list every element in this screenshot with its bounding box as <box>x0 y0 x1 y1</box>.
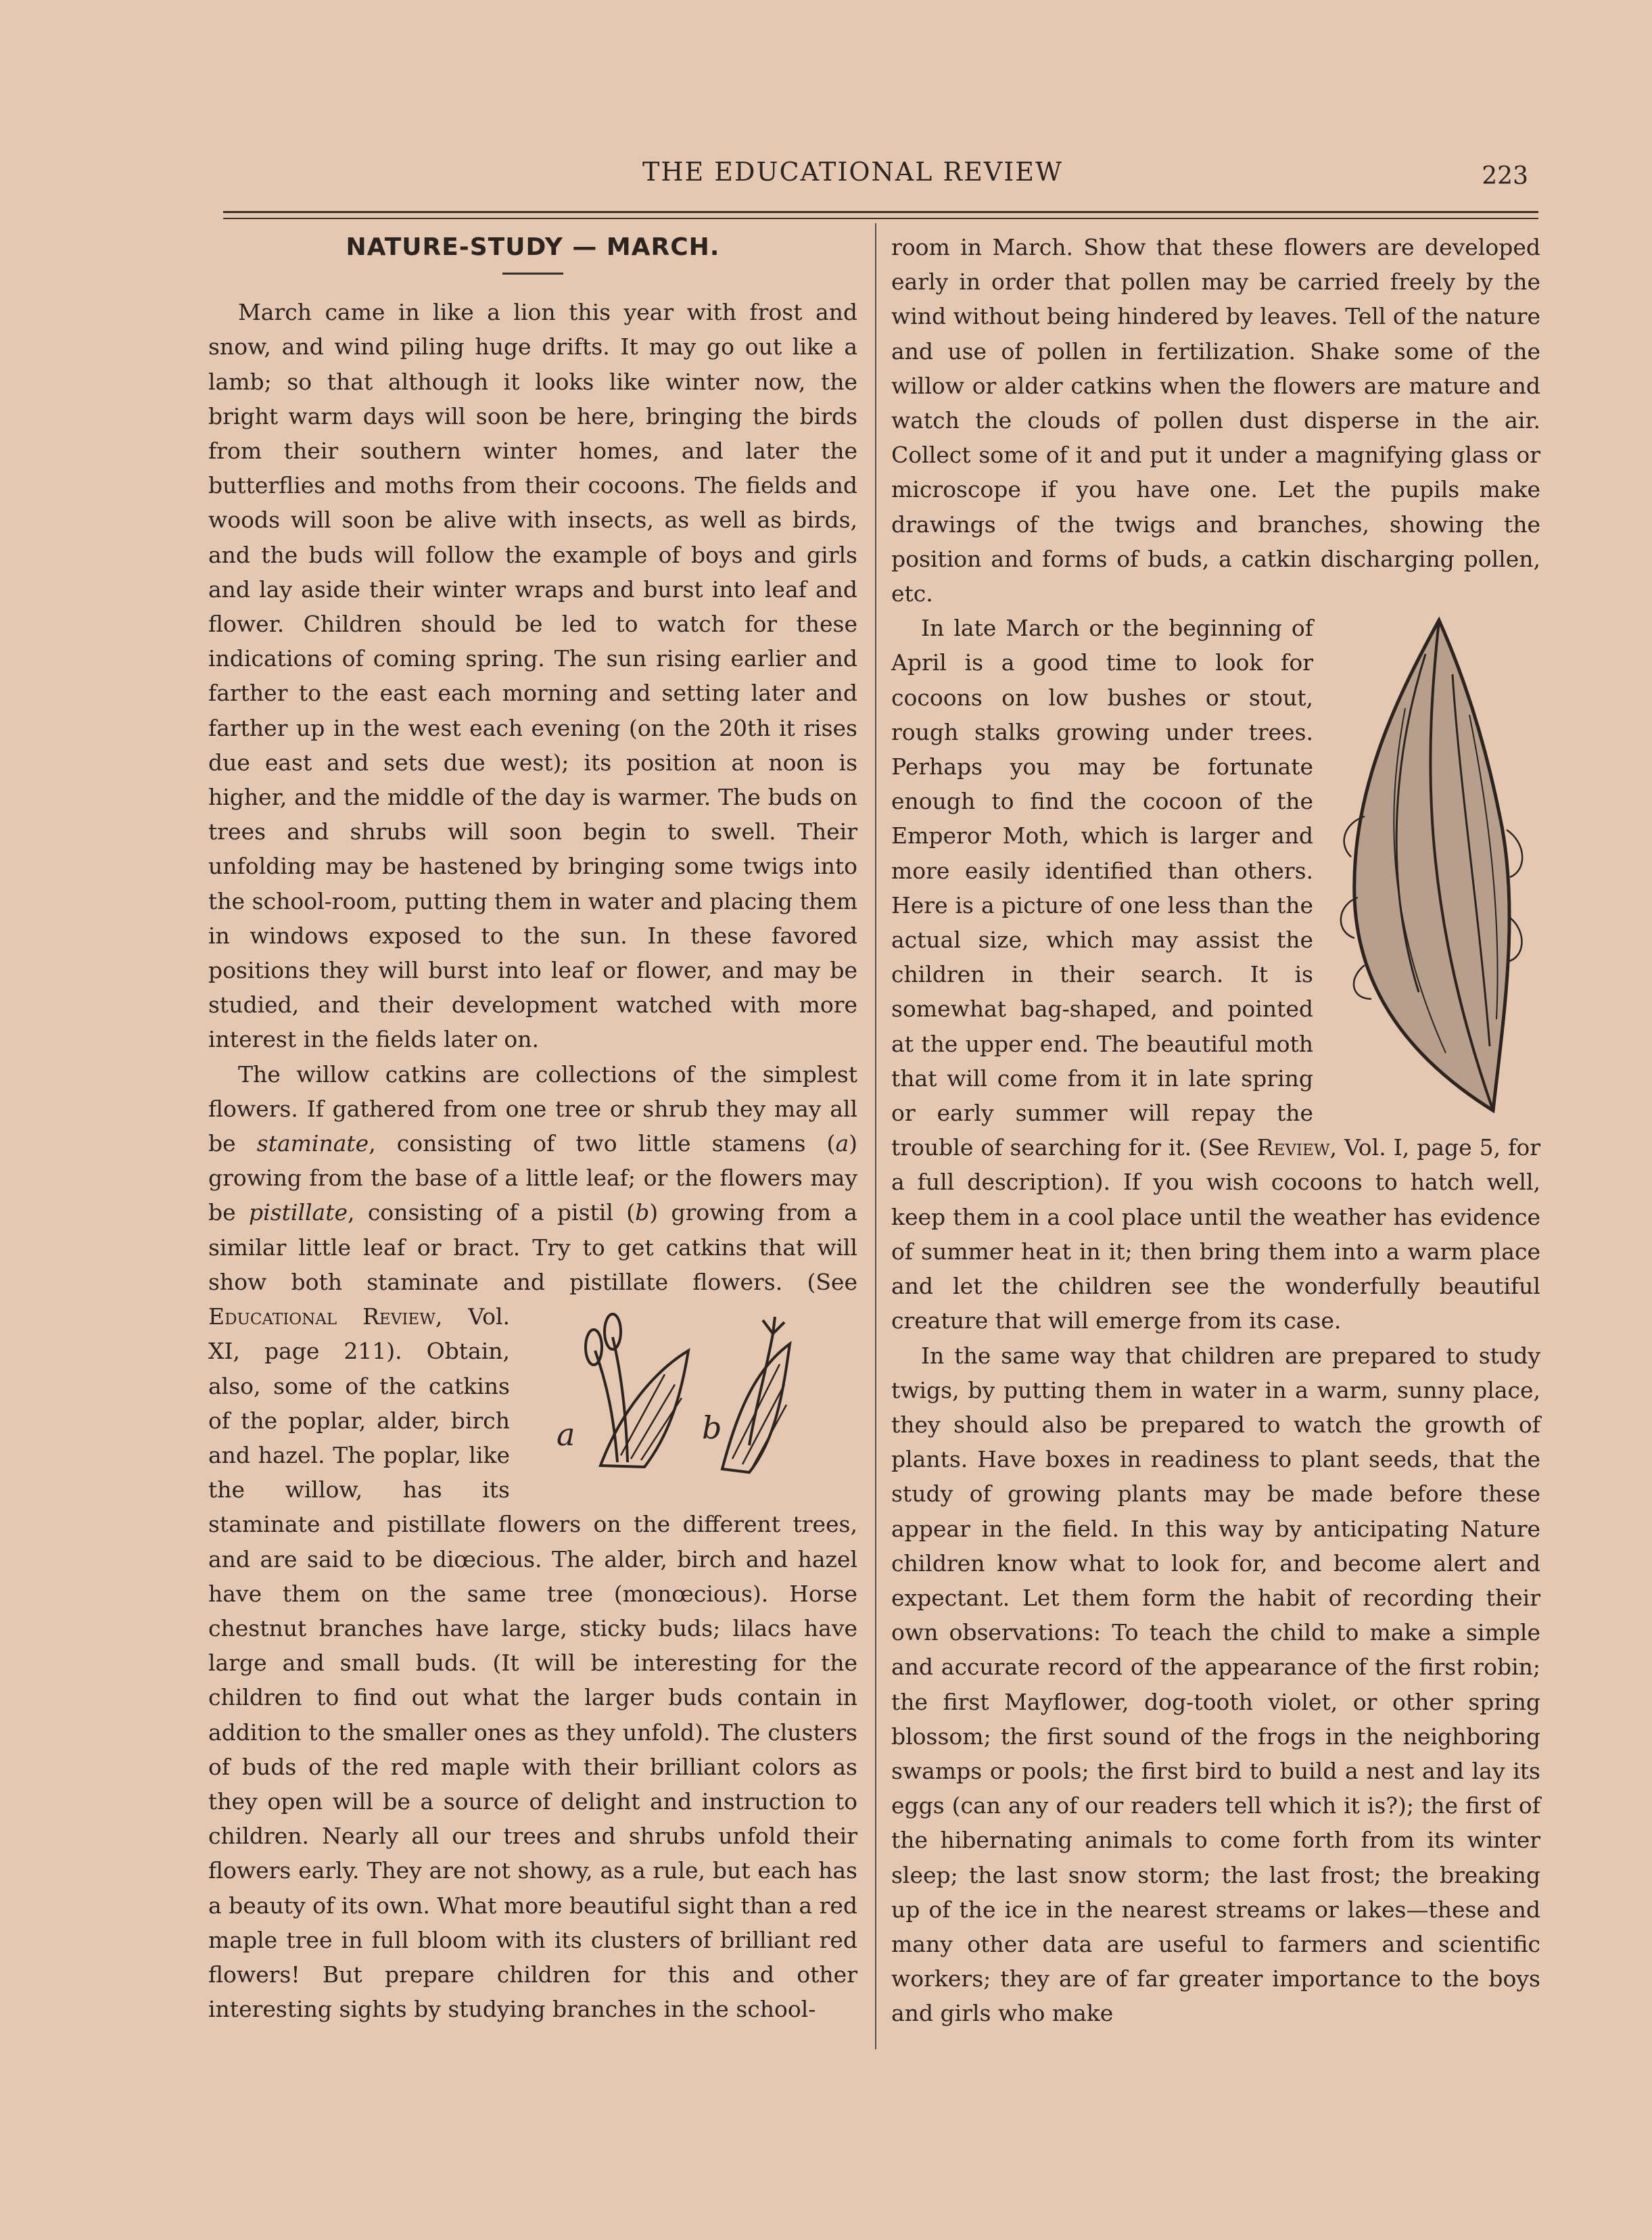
text-run: In late March or the beginning of April is a good time to look for cocoons on low bushes or stout, rough stalks growing under trees. Perhaps you may be fortunate enough to find the cocoon of the Emperor Moth, which is larger and more easily identified than others. Here is a picture of one less than the actual size, which may assist the children in their search. It is somewhat bag-shaped, and pointed at the upper end. The beautiful moth that will come from it in late spring or early summer will repay the trouble of searching for it. (See <box>891 615 1313 1161</box>
figure-ref-a: a <box>835 1130 849 1157</box>
paragraph-2 <box>208 1057 857 2027</box>
figure-ref-b: b <box>635 1199 650 1226</box>
journal-reference: Educational Review <box>208 1303 435 1330</box>
paragraph-3: room in March. Show that these flowers are developed early in order that pollen may be carried freely by the wind without being hindered by leaves. Tell of the nature and use of pollen in fertilization. Shake some of the willow or alder catkins when the flowers are mature and watch the clouds of pollen dust disperse in the air. Collect some of it and put it under a magnifying glass or microscope if you have one. Let the pupils make drawings of the twigs and branches, showing the position and forms of buds, a catkin discharging pollen, etc. <box>891 234 1540 607</box>
article-title: NATURE-STUDY — MARCH. <box>346 233 720 261</box>
text-run: ) growing from a similar little leaf or bract. Try to get catkins that will show both staminate and pistillate flowers. (See <box>208 1199 857 1295</box>
text-run: , Vol. XI, page 211). Obtain, also, some of the catkins of the poplar, alder, birch and hazel. The poplar, like the willow, has its staminate and pistillate flowers on the different trees, and are said to be diœcious. The alder, birch and hazel have them on the same tree (monœcious). Horse chestnut branches have large, sticky buds; lilacs have large and small buds. (It will be interesting for the children to find out what the larger buds contain in addition to the smaller ones as they unfold). The clusters of buds of the red maple with their brilliant colors as they open will be a source of delight and instruction to children. Nearly all our trees and shrubs unfold their flowers early. They are not showy, as a rule, but each has a beauty of its own. What more beautiful sight than a red maple tree in full bloom with its clusters of brilliant red flowers! But prepare children for this and other interesting sights by studying branches in the school- <box>208 1303 857 2023</box>
journal-title: THE EDUCATIONAL REVIEW <box>642 157 1064 187</box>
text-run: ) growing from the base of a little leaf; or the flowers may be <box>208 1130 857 1226</box>
text-run: The willow catkins are collections of the simplest flowers. If gathered from one tree or shrub they may all be <box>208 1060 857 1157</box>
flower-label-b: b <box>702 1409 722 1447</box>
cocoon-drawing <box>1324 613 1540 1121</box>
column-divider <box>875 223 876 2049</box>
flower-diagram <box>519 1310 857 1486</box>
page-number: 223 <box>1482 162 1528 190</box>
cocoon-illustration <box>1324 613 1540 1121</box>
title-divider <box>502 273 563 275</box>
header-rule-thin <box>223 218 1538 219</box>
right-column <box>891 230 1540 2031</box>
text-run: , consisting of a pistil ( <box>348 1199 636 1226</box>
flower-illustration <box>519 1310 857 1486</box>
paragraph-4 <box>891 611 1540 1338</box>
term-pistillate: pistillate <box>249 1199 348 1226</box>
term-staminate: staminate <box>256 1130 369 1157</box>
review-reference: Review <box>1256 1134 1330 1161</box>
left-column <box>208 230 857 2026</box>
text-run: , consisting of two little stamens ( <box>369 1130 836 1157</box>
running-head <box>216 157 1528 197</box>
paragraph-1: March came in like a lion this year with frost and snow, and wind piling huge drifts. It may go out like a lamb; so that although it looks like winter now, the bright warm days will soon be here, bringing the birds from their southern winter homes, and later the butterflies and moths from their cocoons. The fields and woods will soon be alive with insects, as well as birds, and the buds will follow the example of boys and girls and lay aside their winter wraps and burst into leaf and flower. Children should be led to watch for these indications of coming spring. The sun rising earlier and farther to the east each morning and setting later and farther up in the west each evening (on the 20th it rises due east and sets due west); its position at noon is higher, and the middle of the day is warmer. The buds on trees and shrubs will soon begin to swell. Their unfolding may be hastened by bringing some twigs into the school-room, putting them in water and placing them in windows exposed to the sun. In these favored positions they will burst into leaf or flower, and may be studied, and their development watched with more interest in the fields later on. <box>208 299 857 1053</box>
text-run: , Vol. I, page 5, for a full description). If you wish cocoons to hatch well, keep them in a cool place until the weather has evidence of summer heat in it; then bring them into a warm place and let the children see the wonderfully beautiful creature that will emerge from its case. <box>891 1134 1540 1334</box>
header-rule <box>223 211 1538 213</box>
flower-label-a: a <box>557 1416 575 1453</box>
paragraph-5: In the same way that children are prepared to study twigs, by putting them in water in a warm, sunny place, they should also be prepared to watch the growth of plants. Have boxes in readiness to plant seeds, that the study of growing plants may be made before these appear in the field. In this way by anticipating Nature children know what to look for, and become alert and expectant. Let them form the habit of recording their own observations: To teach the child to make a simple and accurate record of the appearance of the first robin; the first Mayflower, dog-tooth violet, or other spring blossom; the first sound of the frogs in the neighboring swamps or pools; the first bird to build a nest and lay its eggs (can any of our readers tell which it is?); the first of the hibernating animals to come forth from its winter sleep; the last snow storm; the last frost; the breaking up of the ice in the nearest streams or lakes—these and many other data are useful to farmers and scientific workers; they are of far greater importance to the boys and girls who make <box>891 1342 1540 2027</box>
